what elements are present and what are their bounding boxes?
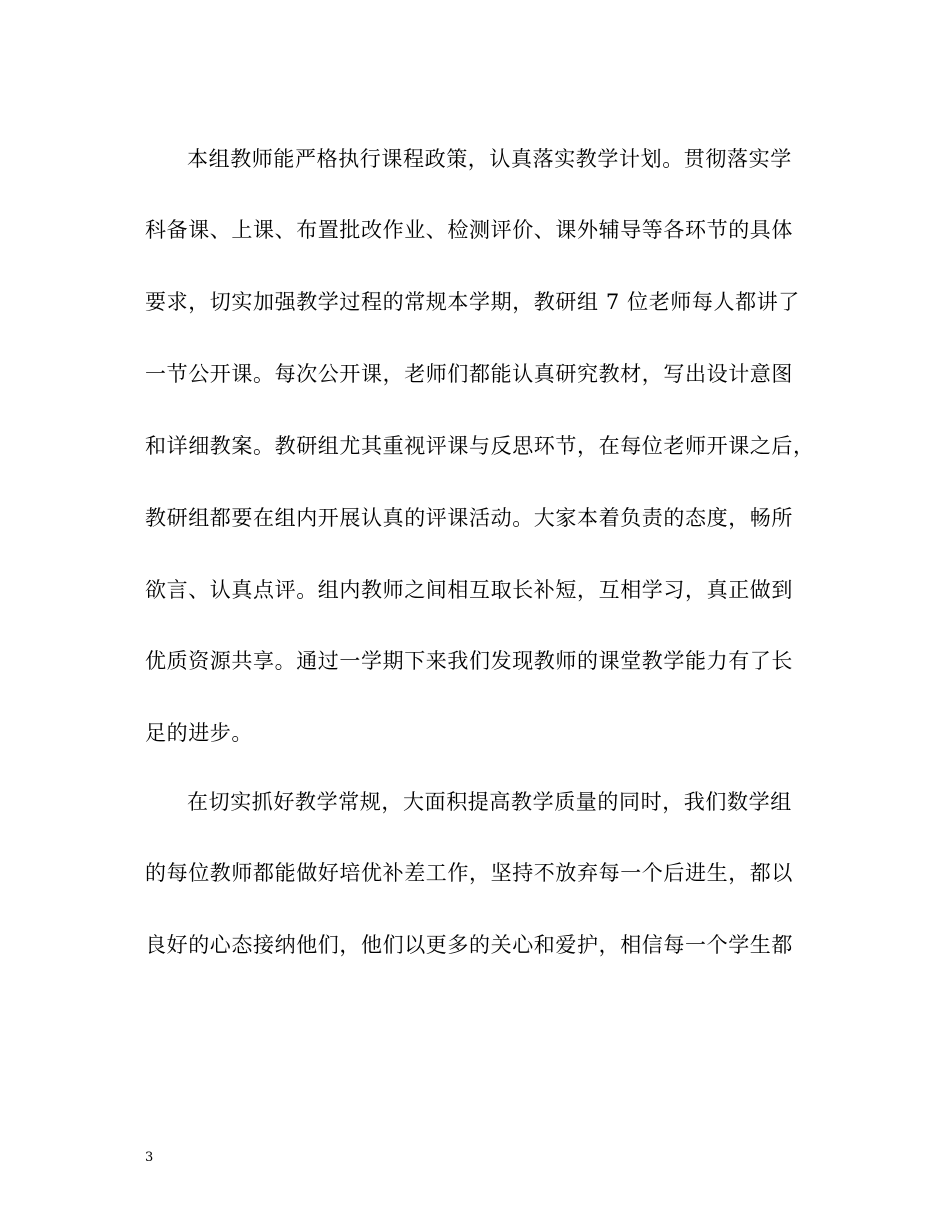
paragraph-1-line-1: 本组教师能严格执行课程政策，认真落实教学计划。贯彻落实学 [187,147,792,171]
paragraph-1-line-7: 欲言、认真点评。组内教师之间相互取长补短，互相学习，真正做到 [145,578,793,602]
paragraph-1-line-9: 足的进步。 [145,721,253,745]
page-number: 3 [145,1150,154,1165]
paragraph-1-line-3: 要求，切实加强教学过程的常规本学期，教研组 7 位老师每人都讲了 [145,290,800,314]
paragraph-1-line-8: 优质资源共享。通过一学期下来我们发现教师的课堂教学能力有了长 [145,649,793,673]
paragraph-2-line-2: 的每位教师都能做好培优补差工作，坚持不放弃每一个后进生，都以 [145,861,793,885]
paragraph-1-line-5: 和详细教案。教研组尤其重视评课与反思环节，在每位老师开课之后， [145,434,815,458]
paragraph-1-line-4: 一节公开课。每次公开课，老师们都能认真研究教材，写出设计意图 [145,362,793,386]
paragraph-2-line-1: 在切实抓好教学常规，大面积提高教学质量的同时，我们数学组 [187,790,792,814]
paragraph-2-line-3: 良好的心态接纳他们，他们以更多的关心和爱护，相信每一个学生都 [145,933,793,957]
paragraph-1-line-6: 教研组都要在组内开展认真的评课活动。大家本着负责的态度，畅所 [145,506,793,530]
paragraph-1-line-2: 科备课、上课、布置批改作业、检测评价、课外辅导等各环节的具体 [145,218,793,242]
